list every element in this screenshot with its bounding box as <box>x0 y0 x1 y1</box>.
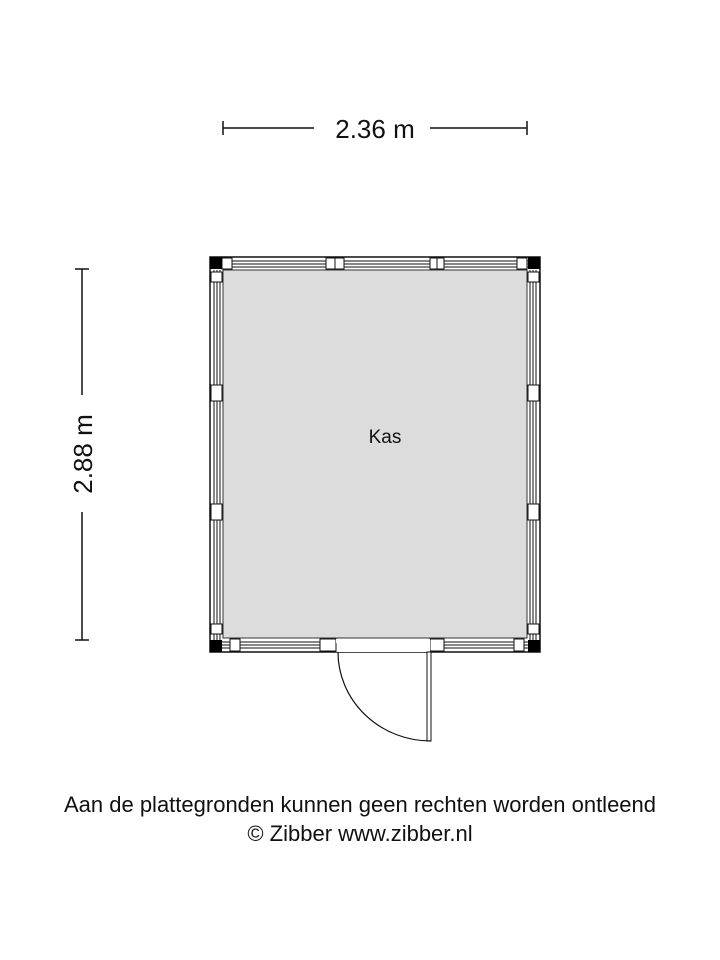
height-dimension <box>68 269 98 640</box>
greenhouse <box>210 257 540 741</box>
corner-post-tr <box>528 257 540 269</box>
disclaimer-text: Aan de plattegronden kunnen geen rechten worden ontleend <box>63 792 657 817</box>
width-dimension-label: 2.36 m <box>335 114 415 144</box>
width-dimension <box>223 114 527 144</box>
corner-post-tl <box>210 257 222 269</box>
room-label: Kas <box>368 427 402 448</box>
corner-post-bl <box>210 640 222 652</box>
corner-post-br <box>528 640 540 652</box>
copyright-text: © Zibber www.zibber.nl <box>247 821 473 846</box>
height-dimension-label: 2.88 m <box>68 414 98 494</box>
room-floor <box>223 270 527 638</box>
door <box>336 639 431 741</box>
